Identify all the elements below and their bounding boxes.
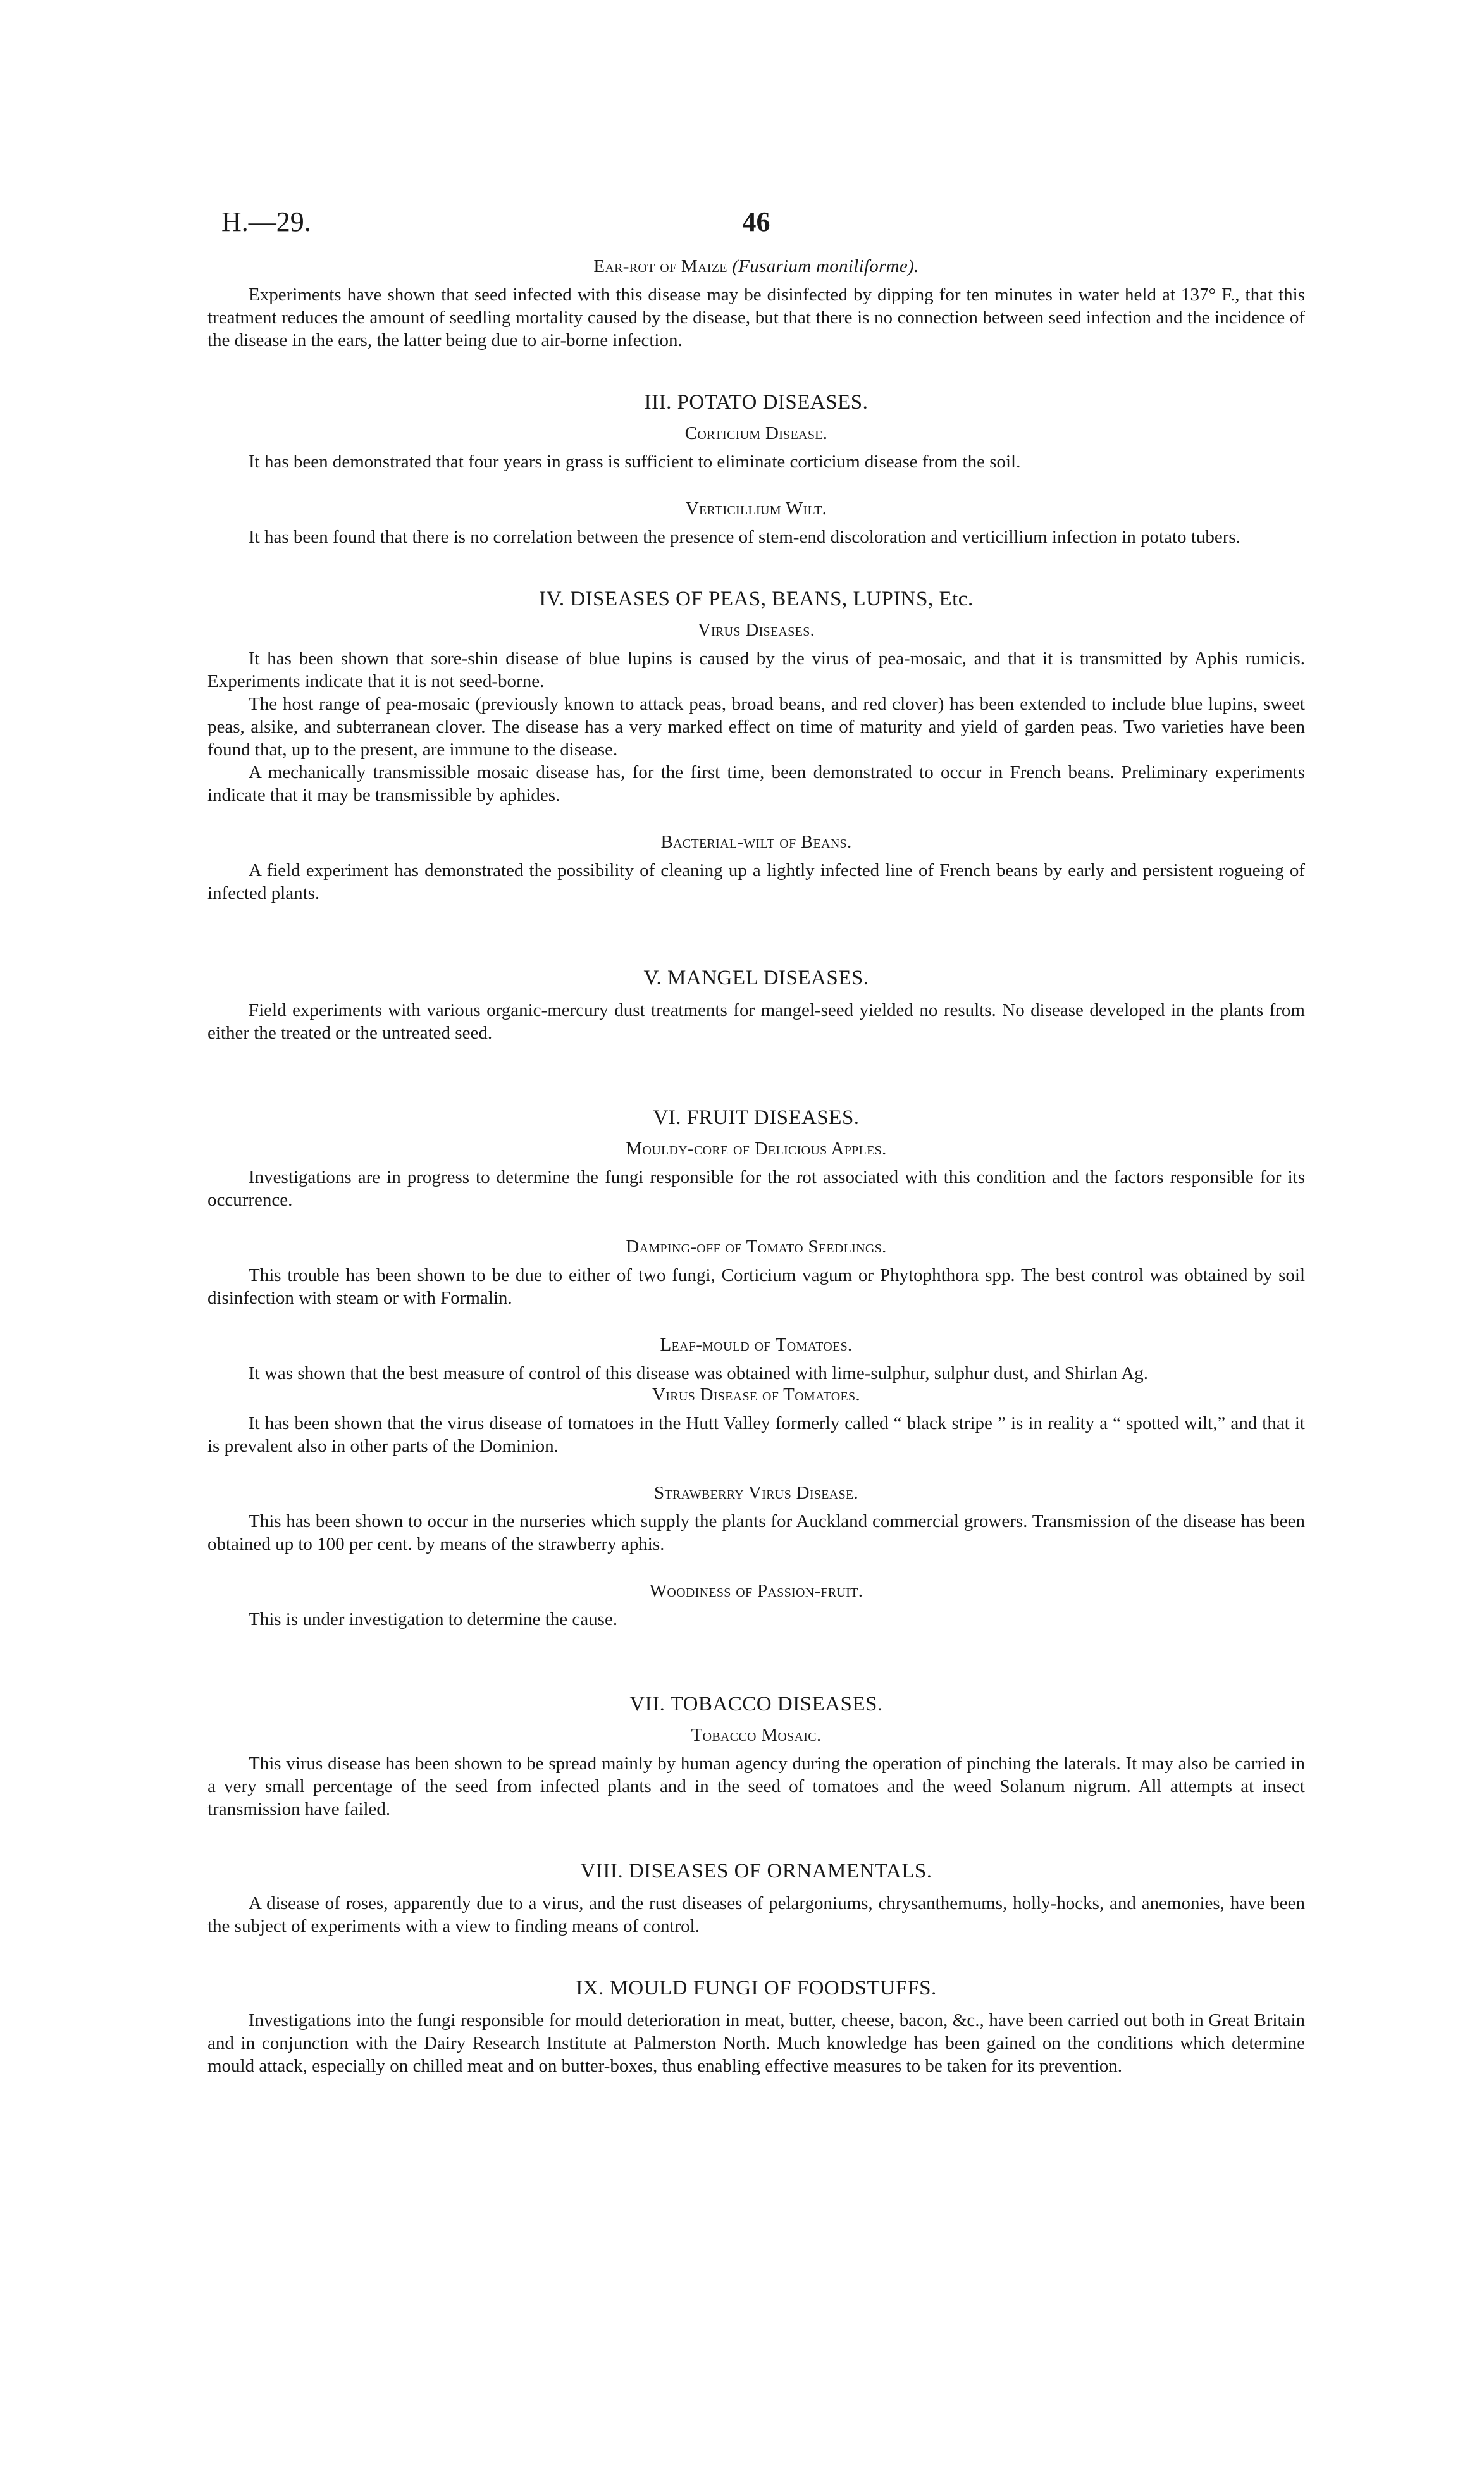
paragraph-mouldy-core: Investigations are in progress to determine the fungi responsible for the rot associated with this condition and the factors responsible for its occurrence.: [207, 1167, 1305, 1210]
paragraph-corticium: It has been demonstrated that four years in grass is sufficient to eliminate corticium disease from the soil.: [249, 452, 1021, 472]
section-heading-tobacco: VII. TOBACCO DISEASES.: [629, 1693, 883, 1716]
subheading-leaf-mould: Leaf-mould of Tomatoes.: [660, 1335, 853, 1355]
section-heading-peas: IV. DISEASES OF PEAS, BEANS, LUPINS, Etc.: [539, 588, 974, 610]
section-heading-fruit: VI. FRUIT DISEASES.: [653, 1106, 860, 1129]
subheading-corticium: Corticium Disease.: [684, 423, 828, 443]
section-heading-mould-fungi: IX. MOULD FUNGI OF FOODSTUFFS.: [576, 1977, 937, 2000]
subheading-ear-rot-latin: (Fusarium moniliforme).: [732, 256, 919, 276]
paragraph-mould-fungi: Investigations into the fungi responsible for mould deterioration in meat, butter, cheese, bacon, &c., have been carried out both in Great Britain and in conjunction with the Dairy Research Institute at Palmerston North. Much knowledge has been gained on the conditions which determine mould attack, especially on chilled meat and on butter-boxes, thus enabling effective measures to be taken for its prevention.: [207, 2010, 1305, 2076]
page-number: 46: [742, 206, 770, 237]
document-page: [207, 206, 1305, 2077]
subheading-passion-fruit: Woodiness of Passion-fruit.: [649, 1581, 863, 1601]
subheading-verticillium: Verticillium Wilt.: [685, 498, 827, 519]
running-head: [207, 206, 1305, 256]
section-heading-mangel: V. MANGEL DISEASES.: [643, 967, 869, 989]
section-heading-ornamentals: VIII. DISEASES OF ORNAMENTALS.: [580, 1860, 932, 1882]
document-reference: H.—29.: [221, 206, 311, 237]
paragraph-sore-shin: It has been shown that sore-shin disease of blue lupins is caused by the virus of pea-mosaic, and that it is transmitted by Aphis rumicis. Experiments indicate that it is not seed-borne.: [207, 648, 1305, 691]
section-heading-potato: III. POTATO DISEASES.: [644, 391, 869, 414]
subheading-damping-off: Damping-off of Tomato Seedlings.: [626, 1237, 887, 1257]
paragraph-passion-fruit: This is under investigation to determine the cause.: [249, 1609, 618, 1629]
paragraph-damping-off: This trouble has been shown to be due to either of two fungi, Corticium vagum or Phytophthora spp. The best control was obtained by soil disinfection with steam or with Formalin.: [207, 1265, 1305, 1308]
paragraph-strawberry-virus: This has been shown to occur in the nurseries which supply the plants for Auckland commercial growers. Transmission of the disease has been obtained up to 100 per cent. by means of the strawberry aphis.: [207, 1511, 1305, 1554]
paragraph-ornamentals: A disease of roses, apparently due to a virus, and the rust diseases of pelargoniums, chrysanthemums, holly-hocks, and anemonies, have been the subject of experiments with a view to finding means of control.: [207, 1893, 1305, 1936]
subheading-ear-rot: Ear-rot of Maize (Fusarium moniliforme).: [593, 256, 919, 276]
paragraph-virus-tomatoes: It has been shown that the virus disease of tomatoes in the Hutt Valley formerly called “ black stripe ” is in reality a “ spotted wilt,” and that it is prevalent also in other parts of the Dominion.: [207, 1413, 1305, 1456]
subheading-tobacco-mosaic: Tobacco Mosaic.: [691, 1725, 822, 1745]
paragraph-leaf-mould: It was shown that the best measure of control of this disease was obtained with lime-sulphur, sulphur dust, and Shirlan Ag.: [249, 1363, 1149, 1383]
subheading-virus-diseases: Virus Diseases.: [697, 620, 815, 640]
paragraph-bacterial-wilt: A field experiment has demonstrated the possibility of cleaning up a lightly infected line of French beans by early and persistent rogueing of infected plants.: [207, 860, 1305, 903]
paragraph-french-beans-mosaic: A mechanically transmissible mosaic disease has, for the first time, been demonstrated to occur in French beans. Preliminary experiments indicate that it may be transmissible by aphides.: [207, 762, 1305, 805]
subheading-bacterial-wilt: Bacterial-wilt of Beans.: [660, 832, 852, 852]
paragraph-tobacco-mosaic: This virus disease has been shown to be spread mainly by human agency during the operation of pinching the laterals. It may also be carried in a very small percentage of the seed from infected plants and in the seed of tomatoes and the weed Solanum nigrum. All attempts at insect transmission have failed.: [207, 1753, 1305, 1819]
paragraph-mangel: Field experiments with various organic-mercury dust treatments for mangel-seed yielded no results. No disease developed in the plants from either the treated or the untreated seed.: [207, 1000, 1305, 1043]
subheading-virus-tomatoes: Virus Disease of Tomatoes.: [652, 1385, 860, 1405]
paragraph-ear-rot: Experiments have shown that seed infected with this disease may be disinfected by dipping for ten minutes in water held at 137° F., that this treatment reduces the amount of seedling mortality caused by the disease, but that there is no connection between seed infection and the incidence of the disease in the ears, the latter being due to air-borne infection.: [207, 285, 1305, 350]
subheading-strawberry-virus: Strawberry Virus Disease.: [654, 1483, 858, 1503]
paragraph-verticillium: It has been found that there is no correlation between the presence of stem-end discoloration and verticillium infection in potato tubers.: [249, 527, 1240, 547]
subheading-mouldy-core: Mouldy-core of Delicious Apples.: [626, 1139, 887, 1159]
paragraph-pea-mosaic: The host range of pea-mosaic (previously known to attack peas, broad beans, and red clover) has been extended to include blue lupins, sweet peas, alsike, and subterranean clover. The disease has a very marked effect on time of maturity and yield of garden peas. Two varieties have been found that, up to the present, are immune to the disease.: [207, 694, 1305, 760]
